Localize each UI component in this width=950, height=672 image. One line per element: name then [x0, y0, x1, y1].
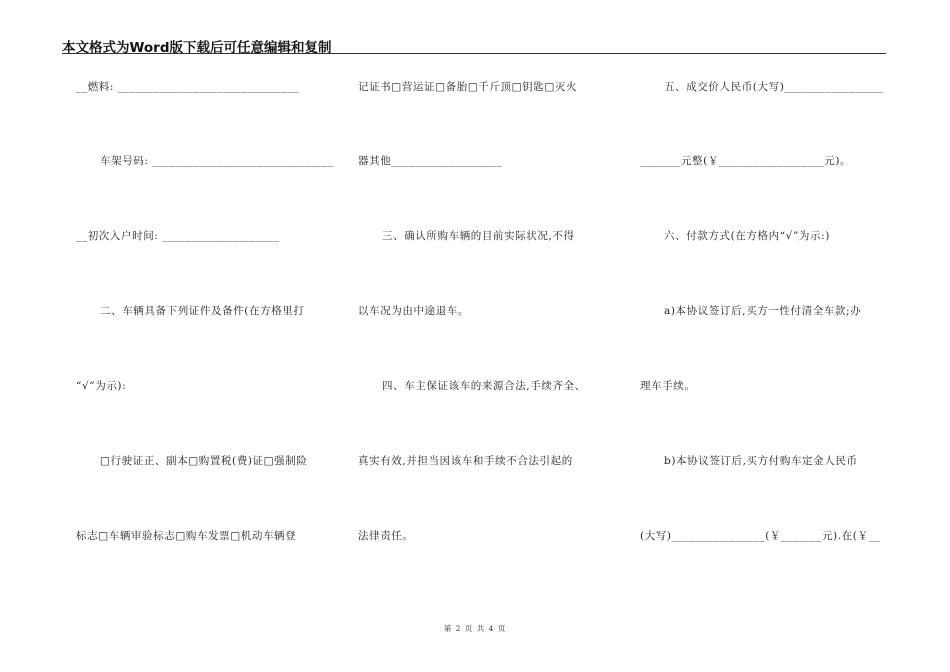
section-three-cont: 以车况为由中途退车。	[358, 305, 469, 317]
section-five-heading: 五、成交价人民币(大写)_________________	[664, 81, 884, 93]
header-divider	[62, 53, 886, 54]
section-four-cont-1: 真实有效,并担当因该车和手续不合法引起的	[358, 455, 573, 467]
page-number: 第 2 页 共 4 页	[443, 624, 507, 633]
section-six-heading: 六、付款方式(在方格内“√”为示:)	[664, 230, 830, 242]
section-two-heading-cont: “√”为示):	[76, 380, 127, 392]
section-four-heading: 四、车主保证该车的来源合法,手续齐全、	[382, 380, 586, 392]
section-four-cont-2: 法律责任。	[358, 530, 414, 542]
payment-option-b: b)本协议签订后,买方付购车定金人民币	[664, 455, 858, 467]
payment-option-a: a)本协议签订后,买方一性付清全车款;办	[664, 305, 862, 317]
fuel-line: __燃料: _______________________________	[76, 81, 300, 93]
first-registration-line: __初次入户时间: ____________________	[76, 230, 280, 242]
documents-line-1: □行驶证正、副本□购置税(费)证□强制险	[100, 455, 308, 467]
documents-line-2: 标志□车辆审验标志□购车发票□机动车辆登	[76, 530, 297, 542]
document-header-title: 本文格式为Word版下载后可任意编辑和复制	[62, 40, 332, 56]
section-two-heading: 二、车辆具备下列证件及备件(在方格里打	[100, 305, 305, 317]
payment-option-a-cont: 理车手续。	[640, 380, 696, 392]
documents-line-3: 记证书□营运证□备胎□千斤顶□钥匙□灭火	[358, 81, 578, 93]
price-amount-line: _______元整(￥__________________元)。	[640, 155, 852, 167]
other-items-line: 器其他___________________	[358, 155, 503, 167]
section-three-heading: 三、确认所购车辆的目前实际状况,不得	[382, 230, 575, 242]
vin-line: 车架号码: _______________________________	[100, 155, 334, 167]
payment-option-b-cont: (大写)________________(￥_______元).在(￥__	[640, 530, 881, 542]
